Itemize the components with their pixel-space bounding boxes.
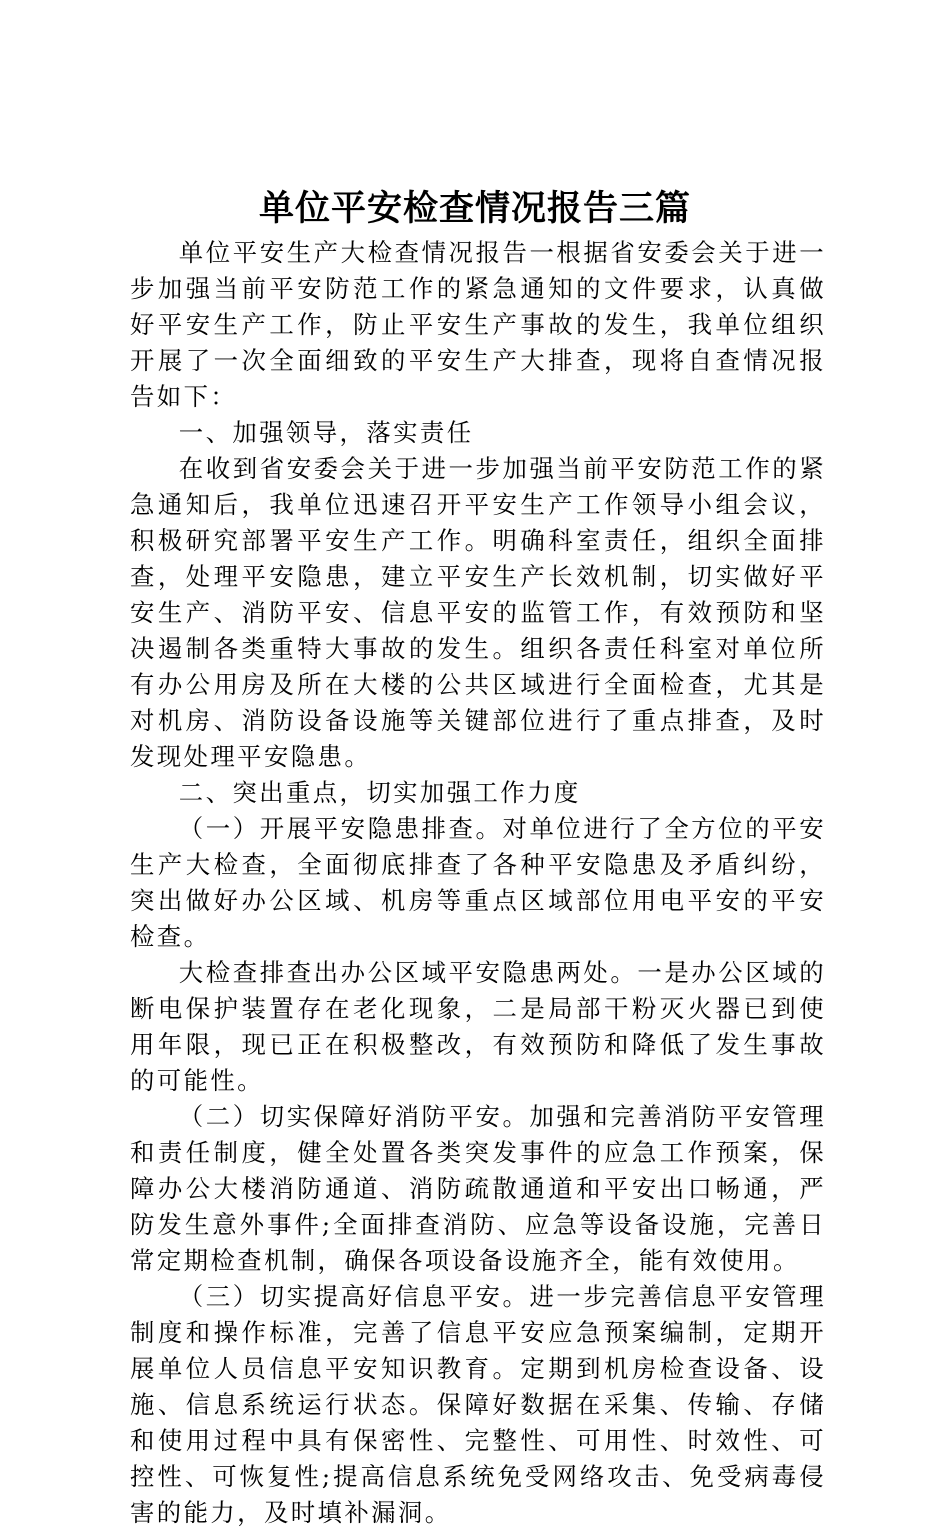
paragraph-section-1: 在收到省安委会关于进一步加强当前平安防范工作的紧急通知后，我单位迅速召开平安生产工作领导小组会议，积极研究部署平安生产工作。明确科室责任，组织全面排查，处理平安隐患，建立平安生产长效机制，切实做好平安生产、消防平安、信息平安的监管工作，有效预防和坚决遏制各类重特大事故的发生。组织各责任科室对单位所有办公用房及所在大楼的公共区域进行全面检查，尤其是对机房、消防设备设施等关键部位进行了重点排查，及时发现处理平安隐患。 <box>130 454 826 771</box>
paragraph-item-2: （二）切实保障好消防平安。加强和完善消防平安管理和责任制度，健全处置各类突发事件的应急工作预案，保障办公大楼消防通道、消防疏散通道和平安出口畅通，严防发生意外事件;全面排查消防、应急等设备设施，完善日常定期检查机制，确保各项设备设施齐全，能有效使用。 <box>130 1102 826 1275</box>
paragraph-item-1-detail: 大检查排查出办公区域平安隐患两处。一是办公区域的断电保护装置存在老化现象，二是局部干粉灭火器已到使用年限，现已正在积极整改，有效预防和降低了发生事故的可能性。 <box>130 958 826 1095</box>
document-title: 单位平安检查情况报告三篇 <box>258 188 691 229</box>
paragraph-item-1: （一）开展平安隐患排查。对单位进行了全方位的平安生产大检查，全面彻底排查了各种平安隐患及矛盾纠纷，突出做好办公区域、机房等重点区域部位用电平安的平安检查。 <box>130 814 826 951</box>
paragraph-intro: 单位平安生产大检查情况报告一根据省安委会关于进一步加强当前平安防范工作的紧急通知的文件要求，认真做好平安生产工作，防止平安生产事故的发生，我单位组织开展了一次全面细致的平安生产大排查，现将自查情况报告如下： <box>130 238 826 411</box>
section-heading-1: 一、加强领导，落实责任 <box>178 418 474 447</box>
section-heading-2: 二、突出重点，切实加强工作力度 <box>178 778 581 807</box>
document-body <box>130 235 826 1531</box>
paragraph-item-3: （三）切实提高好信息平安。进一步完善信息平安管理制度和操作标准，完善了信息平安应急预案编制，定期开展单位人员信息平安知识教育。定期到机房检查设备、设施、信息系统运行状态。保障好数据在采集、传输、存储和使用过程中具有保密性、完整性、可用性、时效性、可控性、可恢复性;提高信息系统免受网络攻击、免受病毒侵害的能力，及时填补漏洞。 <box>130 1282 826 1527</box>
